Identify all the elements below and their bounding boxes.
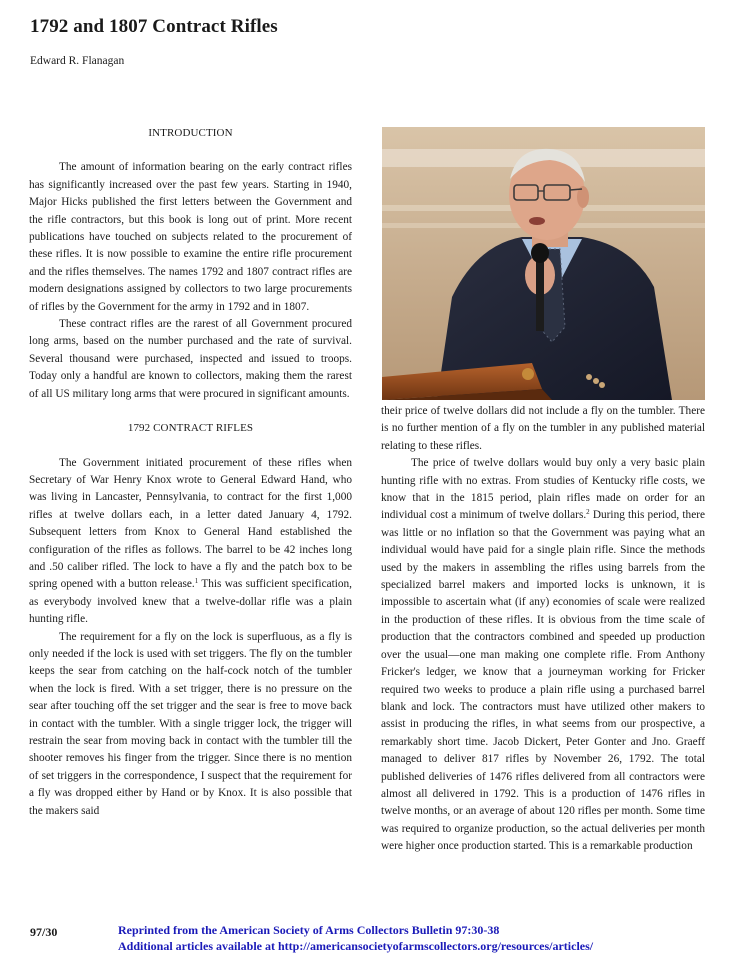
section-heading-introduction: INTRODUCTION [148,127,233,139]
reprint-credit [118,923,593,954]
author-name: Edward R. Flanagan [30,55,125,67]
body-paragraph: The price of twelve dollars would buy only a very basic plain hunting rifle with no extras. From studies of Kentucky rifle costs, we know that in the 1815 period, plain rifles made on order for an individual cost a minimum of twelve dollars.$^2$ During this period, there was little or no inflation so that the Government was paying what an individual would have paid for a single plain rifle. Since the methods used by the makers in assembling the rifles using barrels from the specialized barrel makers and imported locks is unknown, it is impossible to ascertain what (if any) economies of scale were realized in the production of these rifles. It is obvious from the time scale of production that the contractors combined and speeded up production over the usual—one man making one complete rifle. From Anthony Fricker's ledger, we know that a journeyman working for Fricker required two weeks to produce a plain rifle using a purchased barrel blank and lock. The contractors must have utilized other makers to assist in producing the rifles, in what seems from our prospective, a remarkably short time. Jacob Dickert, Peter Gonter and Jno. Graeff managed to deliver 817 rifles by November 26, 1792. The total published deliveries of 1476 rifles delivered from all contractors were almost all delivered in 1792. This is a production of 1476 rifles in twelve months, or an average of about 120 rifles per month. Some time was required to organize production, so the actual deliveries per month were higher once production started. This is a remarkable production [381,457,706,853]
contract-paragraph: The Government initiated procurement of these rifles when Secretary of War Henry Knox wrote to General Edward Hand, who was living in Lancaster, Pennsylvania, to contract for the first 1,000 rifles at twelve dollars each, in a letter dated January 4, 1792. Subsequent letters from Knox to General Hand established the configuration of the rifles as follows. The barrel to be 42 inches long and .50 caliber rifled. The lock to have a fly and the patch box to be spring opened with a button release.$^1$ This was sufficient specification, as everybody involved knew that a twelve-dollar rifle was a plain hunting rifle. [29,456,352,626]
intro-paragraph: These contract rifles are the rarest of all Government procured long arms, based on the number purchased and the rate of survival. Several thousand were purchased, inspected and issued to troops. Today only a handful are known to collectors, making them the rarest of all US military long arms that were procured in significant amounts. [29,318,352,400]
body-paragraph: their price of twelve dollars did not include a fly on the tumbler. There is no further mention of a fly on the tumbler in any published material relating to these rifles. [381,405,705,452]
footnote-ref[interactable]: 1 [194,577,199,586]
contract-paragraph: The requirement for a fly on the lock is superfluous, as a fly is only needed if the lock is used with set triggers. The fly on the tumbler keeps the sear from catching on the half-cock notch of the tumbler when the lock is fired. With a set trigger, there is no pressure on the sear after touching off the set trigger and the sear is free to move back in contact with the tumbler. With a single trigger lock, the trigger will restrain the sear from moving back in contact with the tumbler till the shooter removes his finger from the trigger. Since there is no mention of set triggers in the correspondence, I suspect that the requirement for a fly was dropped either by Hand or by Knox. It is also possible that the makers said [29,630,352,817]
reprint-source: Reprinted from the American Society of Arms Collectors Bulletin 97:30-38 [118,923,500,937]
page-number: 97/30 [30,925,58,939]
footnote-ref[interactable]: 2 [586,508,590,517]
section-heading-1792-contract-rifles: 1792 CONTRACT RIFLES [127,422,254,435]
articles-link[interactable]: Additional articles available at http://americansocietyofarmscollectors.org/resources/articles/ [118,938,594,953]
intro-paragraph: The amount of information bearing on the early contract rifles has significantly increased over the past few years. Starting in 1940, Major Hicks published the first letters between the Government and the rifle contractors, but this book is long out of print. More recent publications have touched on subjects related to the procurement of these rifles. It is now possible to examine the entire rifle procurement and the rifles themselves. The names 1792 and 1807 contract rifles are modern designations assigned by collectors to two large procurements of rifles by the Government for the army in 1792 and in 1807. [29,161,352,313]
speaker-photo [382,127,705,400]
right-column [381,403,705,856]
speaker-illustration [382,127,705,400]
article-title: 1792 and 1807 Contract Rifles [30,16,278,37]
left-column [29,125,352,820]
